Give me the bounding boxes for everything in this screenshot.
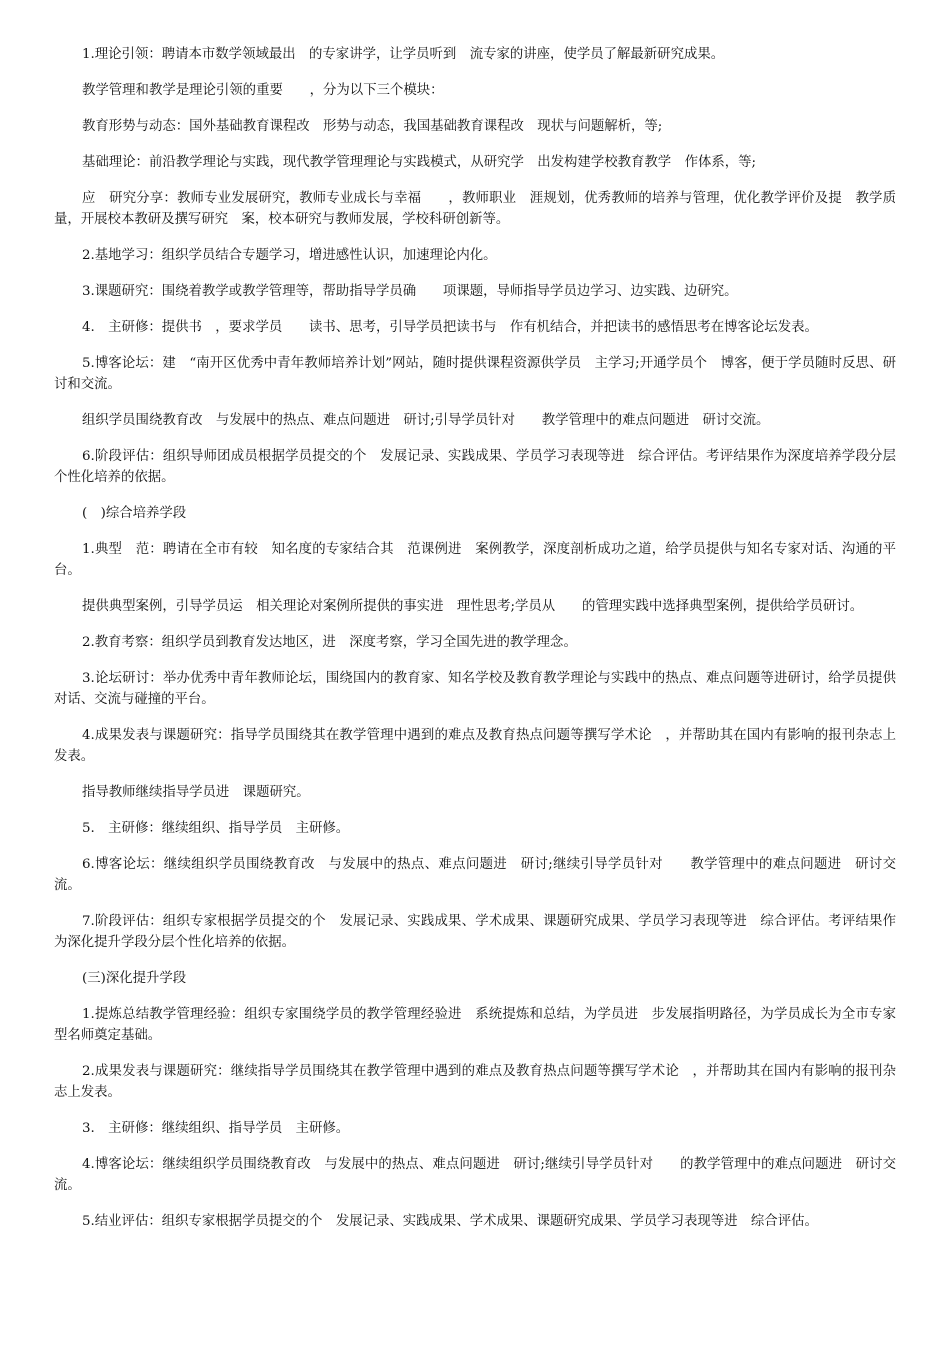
paragraph-education-visit: 2.教育考察：组织学员到教育发达地区，进 深度考察，学习全国先进的教学理念。	[82, 635, 577, 650]
paragraph-self-study-3: 3. 主研修：继续组织、指导学员 主研修。	[82, 1121, 350, 1136]
paragraph-education-trends: 教育形势与动态：国外基础教育课程改 形势与动态，我国基础教育课程改 现状与问题解析，等;	[82, 119, 663, 134]
paragraph-blog-forum-2: 6.博客论坛：继续组织学员围绕教育改 与发展中的热点、难点问题进 研讨;继续引导学员针对 教学管理中的难点问题进 研讨交流。	[54, 857, 896, 893]
paragraph-blog-forum-3: 4.博客论坛：继续组织学员围绕教育改 与发展中的热点、难点问题进 研讨;继续引导学员针对 的教学管理中的难点问题进 研讨交流。	[54, 1157, 896, 1193]
paragraph-final-evaluation: 5.结业评估：组织专家根据学员提交的个 发展记录、实践成果、学术成果、课题研究成果、学员学习表现等进 综合评估。	[82, 1214, 818, 1229]
paragraph-continue-research: 指导教师继续指导学员进 课题研究。	[82, 785, 310, 800]
paragraph-stage-evaluation: 6.阶段评估：组织导师团成员根据学员提交的个 发展记录、实践成果、学员学习表现等进 综合评估。考评结果作为深度培养学段分层个性化培养的依据。	[54, 449, 896, 485]
paragraph-base-learning: 2.基地学习：组织学员结合专题学习，增进感性认识，加速理论内化。	[82, 248, 497, 263]
paragraph-applied-research: 应 研究分享：教师专业发展研究，教师专业成长与幸福 ，教师职业 涯规划，优秀教师的培养与管理，优化教学评价及提 教学质量，开展校本教研及撰写研究 案，校本研究与教师发展，学校科研创新等。	[54, 191, 896, 227]
section-heading-comprehensive: ( )综合培养学段	[82, 506, 187, 521]
section-heading-deepening: (三)深化提升学段	[82, 971, 187, 986]
paragraph-typical-model: 1.典型 范：聘请在全市有较 知名度的专家结合其 范课例进 案例教学，深度剖析成功之道，给学员提供与知名专家对话、沟通的平台。	[54, 542, 896, 578]
paragraph-case-study: 提供典型案例，引导学员运 相关理论对案例所提供的事实进 理性思考;学员从 的管理实践中选择典型案例，提供给学员研讨。	[82, 599, 864, 614]
paragraph-blog-forum: 5.博客论坛：建 “南开区优秀中青年教师培养计划”网站，随时提供课程资源供学员 主学习;开通学员个 博客，便于学员随时反思、研讨和交流。	[54, 356, 896, 392]
paragraph-stage-evaluation-2: 7.阶段评估：组织专家根据学员提交的个 发展记录、实践成果、学术成果、课题研究成果、学员学习表现等进 综合评估。考评结果作为深化提升学段分层个性化培养的依据。	[54, 914, 896, 950]
paragraph-summarize-experience: 1.提炼总结教学管理经验：组织专家围绕学员的教学管理经验进 系统提炼和总结，为学员进 步发展指明路径，为学员成长为全市专家型名师奠定基础。	[54, 1007, 896, 1043]
paragraph-organize-discussion: 组织学员围绕教育改 与发展中的热点、难点问题进 研讨;引导学员针对 教学管理中的难点问题进 研讨交流。	[82, 413, 770, 428]
paragraph-publication-research-2: 2.成果发表与课题研究：继续指导学员围绕其在教学管理中遇到的难点及教育热点问题等撰写学术论 ，并帮助其在国内有影响的报刊杂志上发表。	[54, 1064, 896, 1100]
paragraph-modules-intro: 教学管理和教学是理论引领的重要 ，分为以下三个模块：	[82, 83, 444, 98]
paragraph-theory-guidance: 1.理论引领：聘请本市数学领域最出 的专家讲学，让学员听到 流专家的讲座，使学员了解最新研究成果。	[82, 47, 725, 62]
paragraph-self-study-2: 5. 主研修：继续组织、指导学员 主研修。	[82, 821, 350, 836]
paragraph-basic-theory: 基础理论：前沿教学理论与实践，现代教学管理理论与实践模式，从研究学 出发构建学校教育教学 作体系，等;	[82, 155, 757, 170]
paragraph-topic-research: 3.课题研究：围绕着教学或教学管理等，帮助指导学员确 项课题，导师指导学员边学习、边实践、边研究。	[82, 284, 738, 299]
paragraph-self-study: 4. 主研修：提供书 ，要求学员 读书、思考，引导学员把读书与 作有机结合，并把读书的感悟思考在博客论坛发表。	[82, 320, 818, 335]
paragraph-publication-research: 4.成果发表与课题研究：指导学员围绕其在教学管理中遇到的难点及教育热点问题等撰写学术论 ，并帮助其在国内有影响的报刊杂志上发表。	[54, 728, 896, 764]
paragraph-forum-discussion: 3.论坛研讨：举办优秀中青年教师论坛，围绕国内的教育家、知名学校及教育教学理论与实践中的热点、难点问题等进研讨，给学员提供对话、交流与碰撞的平台。	[54, 671, 896, 707]
